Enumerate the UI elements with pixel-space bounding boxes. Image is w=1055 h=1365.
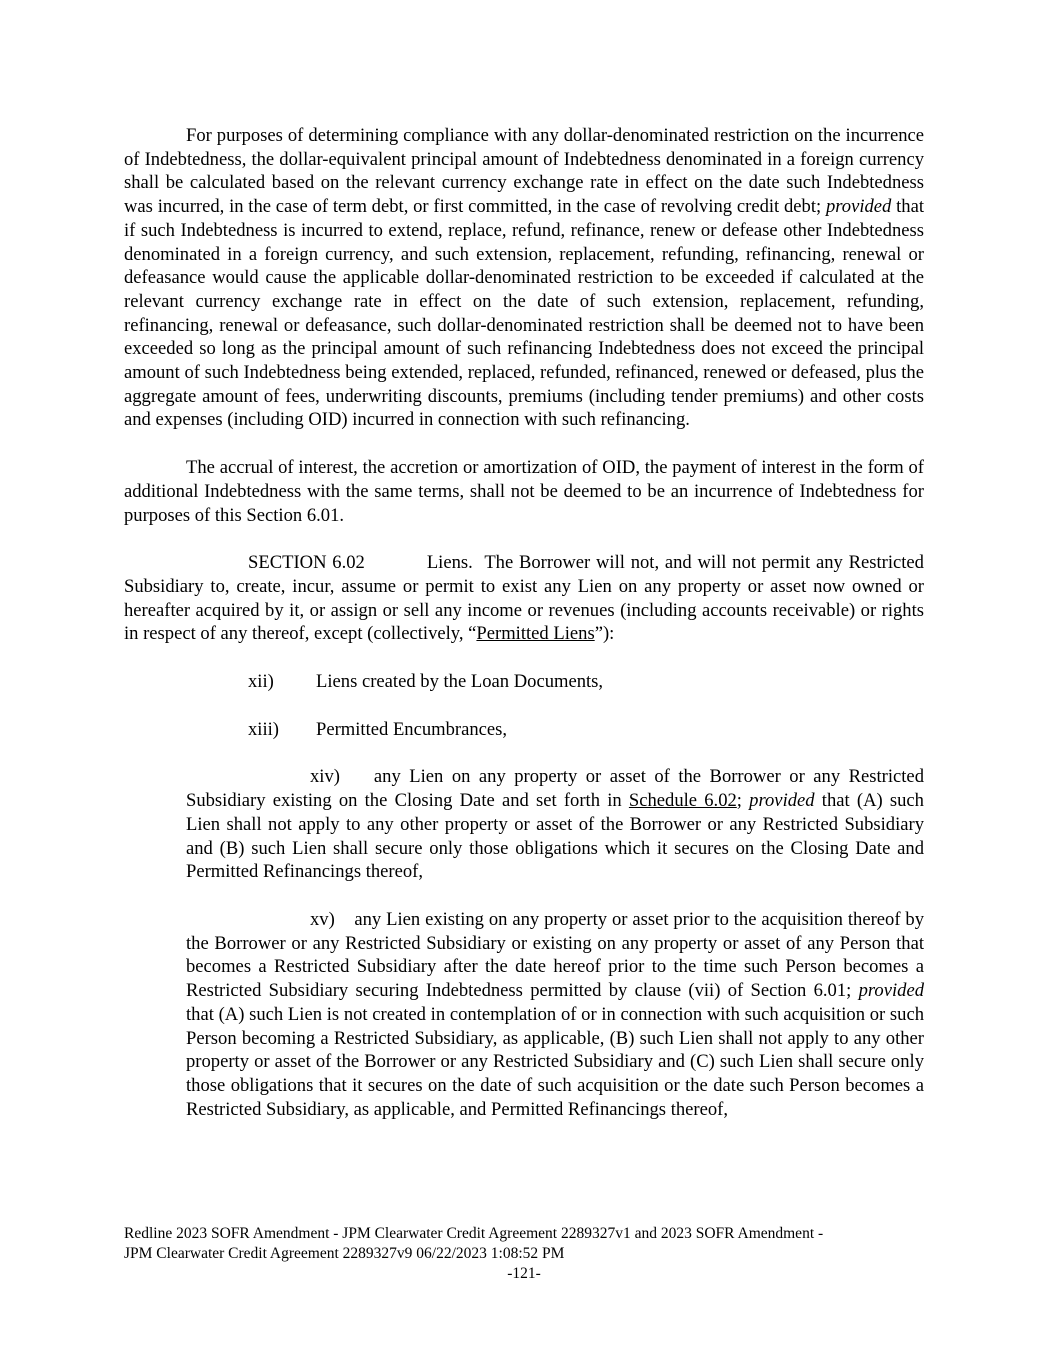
footer-line-2: JPM Clearwater Credit Agreement 2289327v9 06/22/2023 1:08:52 PM — [124, 1245, 565, 1262]
item-number: xiii) — [248, 718, 279, 740]
paragraph-accrual-interest: The accrual of interest, the accretion or amortization of OID, the payment of interest in the form of additional Indebtedness with the same terms, shall not be deemed to be an incurrence of Indebtedness for purposes of this Section 6.01. — [124, 457, 924, 526]
item-number: xiv) — [310, 766, 340, 788]
schedule-reference: Schedule 6.02 — [628, 790, 737, 812]
defined-term-permitted-liens: Permitted Liens — [476, 623, 595, 645]
list-item-xiv: xiv) any Lien on any property or asset of the Borrower or any Restricted Subsidiary existing on the Closing Date and set forth in Schedule 6.02; provided that (A) such Lien shall not apply to any other property or asset of the Borrower or any Restricted Subsidiary and (B) such Lien shall secure only those obligations which it secures on the Closing Date and Permitted Refinancings thereof, — [186, 766, 924, 883]
document-body — [124, 124, 924, 1121]
page-footer — [124, 1224, 924, 1284]
list-item-xv: xv) any Lien existing on any property or asset prior to the acquisition thereof by the Borrower or any Restricted Subsidiary or existing on any property or asset of any Person that becomes a Restricted Subsidiary after the date hereof prior to the time such Person becomes a Restricted Subsidiary securing Indebtedness permitted by clause (vii) of Section 6.01; provided that (A) such Lien is not created in contemplation of or in connection with such acquisition or such Person becoming a Restricted Subsidiary, as applicable, (B) such Lien shall not apply to any other property or asset of the Borrower or any Restricted Subsidiary and (C) such Lien shall secure only those obligations that it secures on the date of such acquisition or the date such Person becomes a Restricted Subsidiary, as applicable, and Permitted Refinancings thereof, — [186, 908, 924, 1120]
paragraph-currency-compliance: For purposes of determining compliance with any dollar-denominated restriction on the incurrence of Indebtedness, the dollar-equivalent principal amount of Indebtedness denominated in a foreign currency shall be calculated based on the relevant currency exchange rate in effect on the date such Indebtedness was incurred, in the case of term debt, or first committed, in the case of revolving credit debt; provided that if such Indebtedness is incurred to extend, replace, refund, refinance, renew or defease other Indebtedness denominated in a foreign currency, and such extension, replacement, refunding, refinancing, renewal or defeasance would cause the applicable dollar-denominated restriction to be exceeded if calculated at the relevant currency exchange rate in effect on the date of such extension, replacement, refunding, refinancing, renewal or defeasance, such dollar-denominated restriction shall be deemed not to have been exceeded so long as the principal amount of such refinancing Indebtedness does not exceed the principal amount of such Indebtedness being extended, replaced, refunded, refinanced, renewed or defeased, plus the aggregate amount of fees, underwriting discounts, premiums (including tender premiums) and other costs and expenses (including OID) incurred in connection with such refinancing. — [124, 125, 925, 431]
section-6-02-liens: SECTION 6.02 Liens. The Borrower will not, and will not permit any Restricted Subsidiary to, create, incur, assume or permit to exist any Lien on any property or asset now owned or hereafter acquired by it, or assign or sell any income or revenues (including accounts receivable) or rights in respect of any thereof, except (collectively, “Permitted Liens”): — [124, 552, 924, 645]
provided-emphasis: provided — [858, 980, 924, 1002]
list-item-xiii: xiii) Permitted Encumbrances, — [248, 718, 508, 740]
page-number: -121- — [507, 1265, 541, 1282]
section-number: SECTION 6.02 — [248, 552, 365, 574]
footer-line-1: Redline 2023 SOFR Amendment - JPM Clearwater Credit Agreement 2289327v1 and 2023 SOFR Amendment - — [124, 1225, 824, 1242]
item-number: xii) — [248, 671, 274, 693]
section-title: Liens. — [426, 552, 473, 574]
item-number: xv) — [310, 908, 335, 930]
provided-emphasis: provided — [749, 790, 815, 812]
provided-emphasis: provided — [825, 196, 892, 218]
list-item-xii: xii) Liens created by the Loan Documents, — [248, 671, 604, 693]
